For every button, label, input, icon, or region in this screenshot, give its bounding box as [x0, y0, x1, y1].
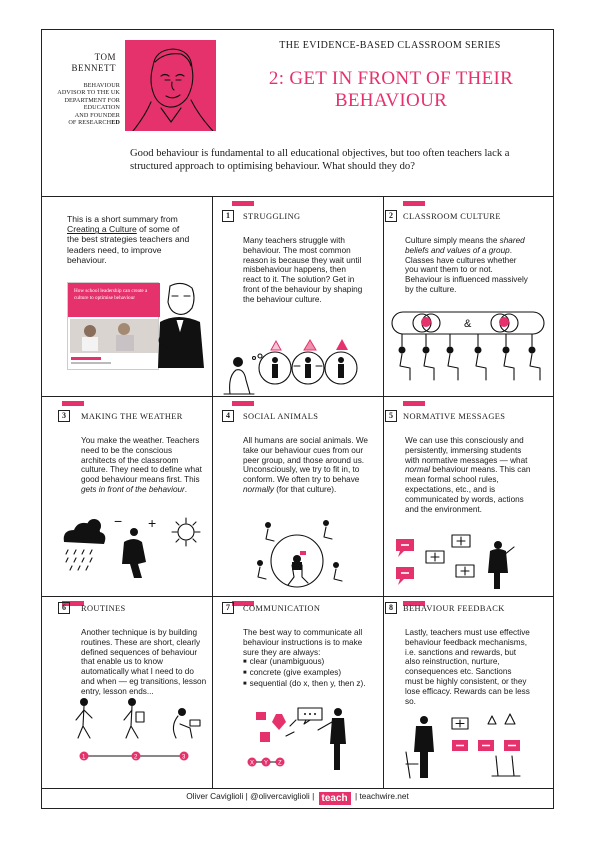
cell-body — [405, 236, 530, 295]
author-last-name: BENNETT — [71, 63, 116, 73]
cell-title: NORMATIVE MESSAGES — [403, 412, 506, 421]
cell-number: 6 — [58, 602, 70, 614]
author-first-name: TOM — [94, 52, 116, 62]
page-title — [236, 68, 546, 112]
role-line: BEHAVIOUR — [83, 82, 120, 89]
footer-separator: | — [354, 791, 358, 801]
feedback-illustration — [402, 712, 532, 782]
cell-body-italic: gets in front of the behaviour — [81, 484, 185, 494]
cell-title: CLASSROOM CULTURE — [403, 212, 501, 221]
cell-body: Many teachers struggle with behaviour. The most common reason is because they wait until misbehaviour happens, then react to it. The solution? Get in front of the behaviour by shaping the behaviour culture. — [243, 236, 363, 304]
footer-site-link[interactable]: teachwire.net — [359, 791, 409, 801]
summary-pre: This is a short summary from — [67, 214, 178, 224]
cell-body-text: You make the weather. Teachers need to be the conscious architects of the classroom culture. They need to define what good behaviour means first. This — [81, 436, 202, 485]
cell-body-text: (for that culture). — [273, 484, 337, 494]
cell-body-text: All humans are social animals. We take our behaviour cues from our peer group, and those around us. Unconsciously, we try to fit in, to conform. We often try to behave — [243, 436, 368, 485]
list-item: ■ sequential (do x, then y, then z). — [243, 679, 371, 690]
cell-body-italic: normal — [405, 465, 431, 475]
series-title: THE EVIDENCE-BASED CLASSROOM SERIES — [279, 40, 501, 51]
portrait-drawing — [125, 40, 216, 131]
footer-separator: | — [312, 791, 315, 801]
book-title: How school leadership can create a culture to optimise behaviour — [74, 288, 148, 301]
grid-line — [41, 396, 554, 397]
cell-title: BEHAVIOUR FEEDBACK — [403, 604, 505, 613]
comm-step-label: X — [250, 760, 255, 767]
cell-number: 1 — [222, 210, 234, 222]
cell-marker — [62, 401, 84, 406]
summary-post: of some of the best strategies teachers and leaders need, to improve behaviour. — [67, 224, 190, 265]
grid-line — [41, 788, 554, 789]
comm-step-label: Y — [264, 760, 269, 767]
cell-number: 2 — [385, 210, 397, 222]
cell-number: 8 — [385, 602, 397, 614]
cell-number: 3 — [58, 410, 70, 422]
cell-body-italic: normally — [243, 484, 274, 494]
footer-separator: | — [245, 791, 248, 801]
grid-line — [383, 196, 384, 788]
comm-step-label: Z — [278, 760, 282, 767]
cell-title: COMMUNICATION — [243, 604, 321, 613]
routine-step-label: 3 — [182, 754, 186, 761]
normative-illustration — [394, 533, 524, 593]
summary-link[interactable]: Creating a Culture — [67, 224, 137, 235]
teach-logo: teach — [319, 792, 351, 805]
cell-title: ROUTINES — [81, 604, 126, 613]
cell-body-text: . — [184, 484, 188, 494]
struggling-illustration — [220, 336, 380, 396]
role-line: ADVISOR TO THE UK — [57, 89, 120, 97]
weather-plus: + — [148, 515, 157, 531]
cell-number: 7 — [222, 602, 234, 614]
footer-handle[interactable]: @olivercaviglioli — [250, 791, 310, 801]
routines-illustration — [66, 696, 206, 768]
cell-body-text: . Classes have cultures whether you want them to or not. Behaviour is influenced massively by the culture. — [405, 245, 528, 294]
role-line-bold: ED — [111, 119, 120, 127]
weather-minus: − — [114, 513, 123, 529]
cell-body-italic: shared beliefs and values of a group — [405, 236, 525, 255]
role-line: AND FOUNDER — [74, 111, 120, 119]
grid-line — [41, 196, 554, 197]
footer-author: Oliver Caviglioli — [186, 791, 244, 801]
culture-illustration — [388, 306, 550, 386]
author-portrait — [125, 40, 216, 131]
book-photo — [68, 283, 160, 371]
book-cover — [67, 282, 159, 370]
cell-title: STRUGGLING — [243, 212, 301, 221]
routine-step-label: 1 — [82, 754, 86, 761]
cell-body — [405, 436, 531, 514]
cell-number: 5 — [385, 410, 397, 422]
cell-marker — [403, 201, 425, 206]
role-line — [46, 119, 120, 126]
cell-body — [81, 436, 207, 495]
cell-title: SOCIAL ANIMALS — [243, 412, 319, 421]
cell-body: Another technique is by building routines. These are short, clearly defined sequences of behaviour that enable us to know automatically what I need to do and when — eg transitions, lesson entry, lesson ends... — [81, 628, 207, 696]
summary-text — [67, 214, 193, 265]
role-line: DEPARTMENT FOR — [64, 96, 120, 104]
intro-text: Good behaviour is fundamental to all educational objectives, but too often teachers lack a structured approach to optimising behaviour. What should they do? — [130, 148, 510, 172]
list-item: ■ clear (unambiguous) — [243, 657, 371, 668]
weather-illustration — [58, 512, 208, 584]
cell-body-text: Culture simply means the — [405, 236, 500, 245]
cell-body-text: We can use this consciously and persistently, immersing students with normative messages — what — [405, 436, 528, 465]
cell-marker — [232, 401, 254, 406]
cell-number: 4 — [222, 410, 234, 422]
cell-body — [243, 436, 369, 495]
routine-step-label: 2 — [134, 754, 138, 761]
cell-marker — [232, 201, 254, 206]
cell-body: Lastly, teachers must use effective behaviour feedback mechanisms, i.e. sanctions and rewards, but also reinstruction, nurture, consequences etc. Sanctions must be highly consistent, or they lose efficacy. Rewards can be less so. — [405, 628, 530, 706]
cell-body-text: behaviour means. This can mean formal school rules, expectations, etc., and is communicated by words, actions and the environment. — [405, 465, 531, 514]
cell-title: MAKING THE WEATHER — [81, 412, 183, 421]
role-line-text: OF RESEARCH — [68, 119, 112, 127]
cell-body — [243, 628, 371, 690]
social-illustration — [252, 515, 342, 595]
page-title-line: 2: GET IN FRONT OF THEIR — [268, 68, 514, 89]
list-item: ■ concrete (give examples) — [243, 668, 371, 679]
ampersand: & — [464, 318, 472, 330]
author-role — [46, 82, 120, 126]
tom-bennett-illustration — [148, 282, 218, 372]
footer — [41, 791, 554, 805]
author-name — [54, 52, 116, 74]
role-line: EDUCATION — [83, 104, 120, 112]
communication-list — [243, 657, 371, 689]
cell-body-text: The best way to communicate all behaviour instructions is to make sure they are always: — [243, 628, 363, 657]
cell-marker — [403, 401, 425, 406]
communication-illustration — [246, 700, 366, 780]
page-title-line: BEHAVIOUR — [334, 90, 448, 111]
grid-line — [41, 596, 554, 597]
